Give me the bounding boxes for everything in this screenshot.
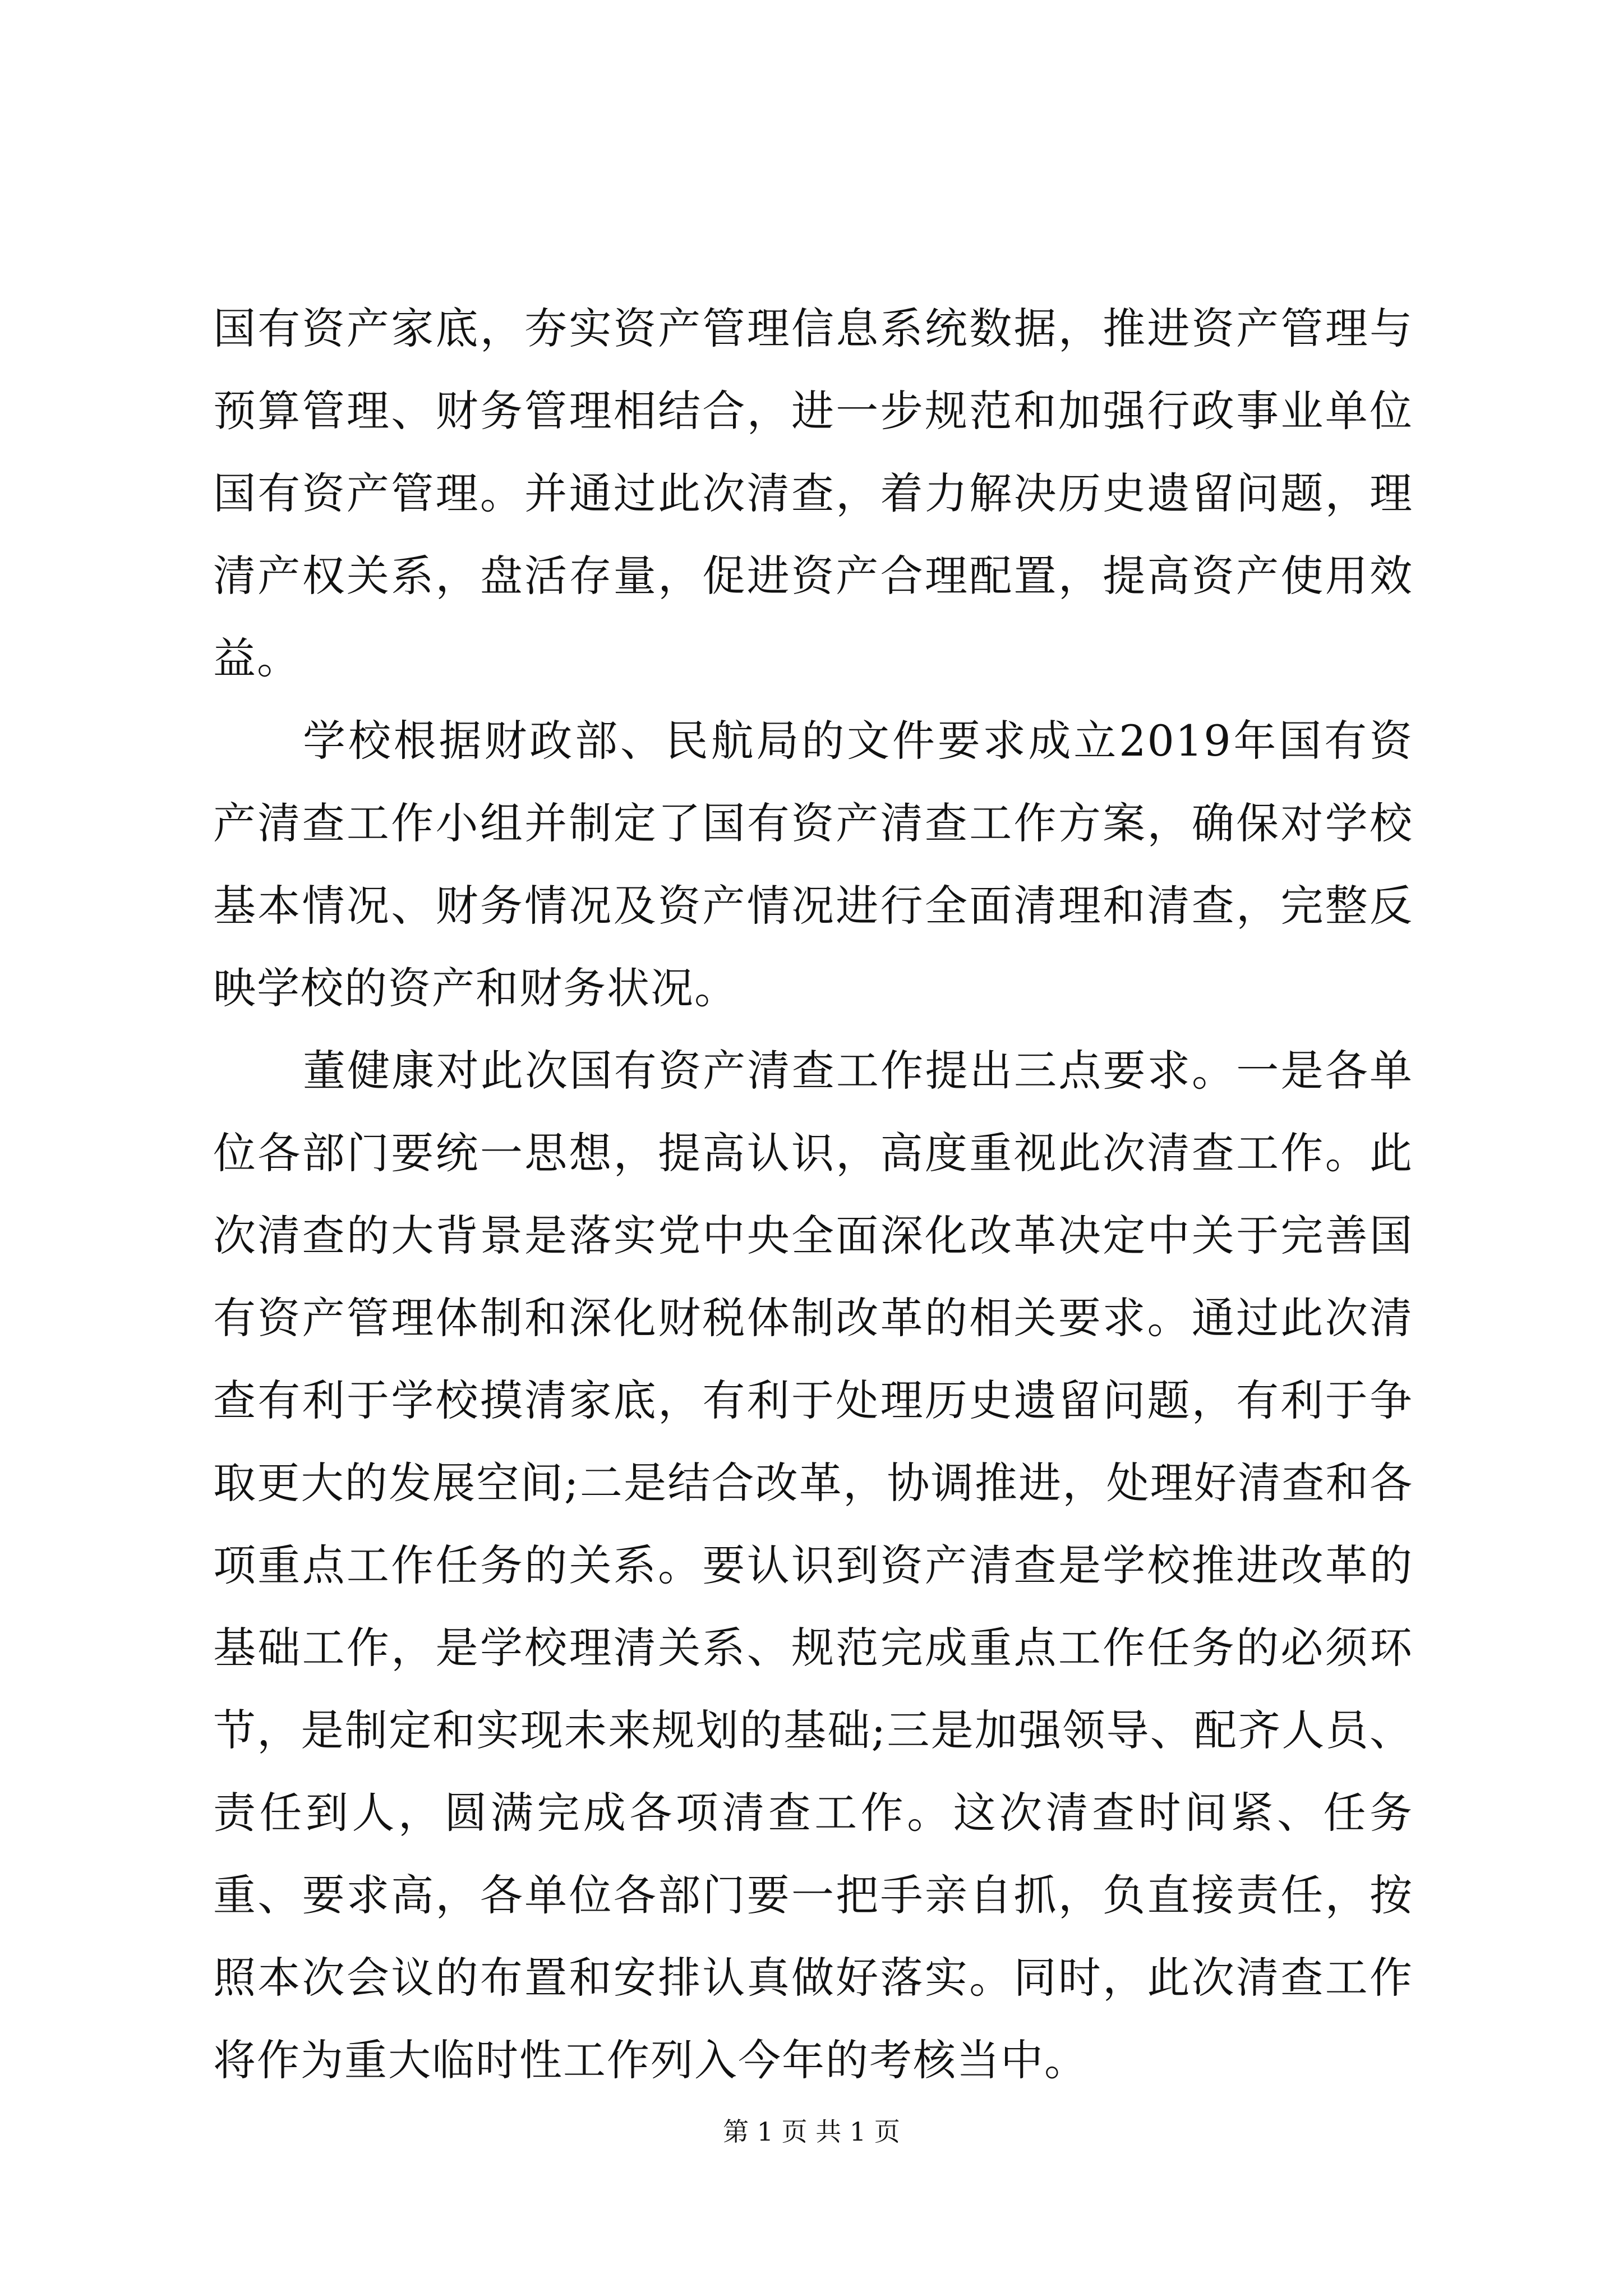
page-number-footer: 第 1 页 共 1 页 [723, 2116, 900, 2147]
document-body [213, 287, 1413, 2101]
paragraph-continued: 国有资产家底，夯实资产管理信息系统数据，推进资产管理与预算管理、财务管理相结合，进一步规范和加强行政事业单位国有资产管理。并通过此次清查，着力解决历史遗留问题，理清产权关系，盘活存量，促进资产合理配置，提高资产使用效益。 [213, 303, 1413, 683]
paragraph-requirements: 董健康对此次国有资产清查工作提出三点要求。一是各单位各部门要统一思想，提高认识，高度重视此次清查工作。此次清查的大背景是落实党中央全面深化改革决定中关于完善国有资产管理体制和深化财税体制改革的相关要求。通过此次清查有利于学校摸清家底，有利于处理历史遗留问题，有利于争取更大的发展空间;二是结合改革，协调推进，处理好清查和各项重点工作任务的关系。要认识到资产清查是学校推进改革的基础工作，是学校理清关系、规范完成重点工作任务的必须环节，是制定和实现未来规划的基础;三是加强领导、配齐人员、责任到人，圆满完成各项清查工作。这次清查时间紧、任务重、要求高，各单位各部门要一把手亲自抓，负直接责任，按照本次会议的布置和安排认真做好落实。同时，此次清查工作将作为重大临时性工作列入今年的考核当中。 [213, 1046, 1413, 2085]
paragraph-school-inventory: 学校根据财政部、民航局的文件要求成立2019年国有资产清查工作小组并制定了国有资产清查工作方案，确保对学校基本情况、财务情况及资产情况进行全面清理和清查，完整反映学校的资产和财务状况。 [213, 716, 1413, 1013]
